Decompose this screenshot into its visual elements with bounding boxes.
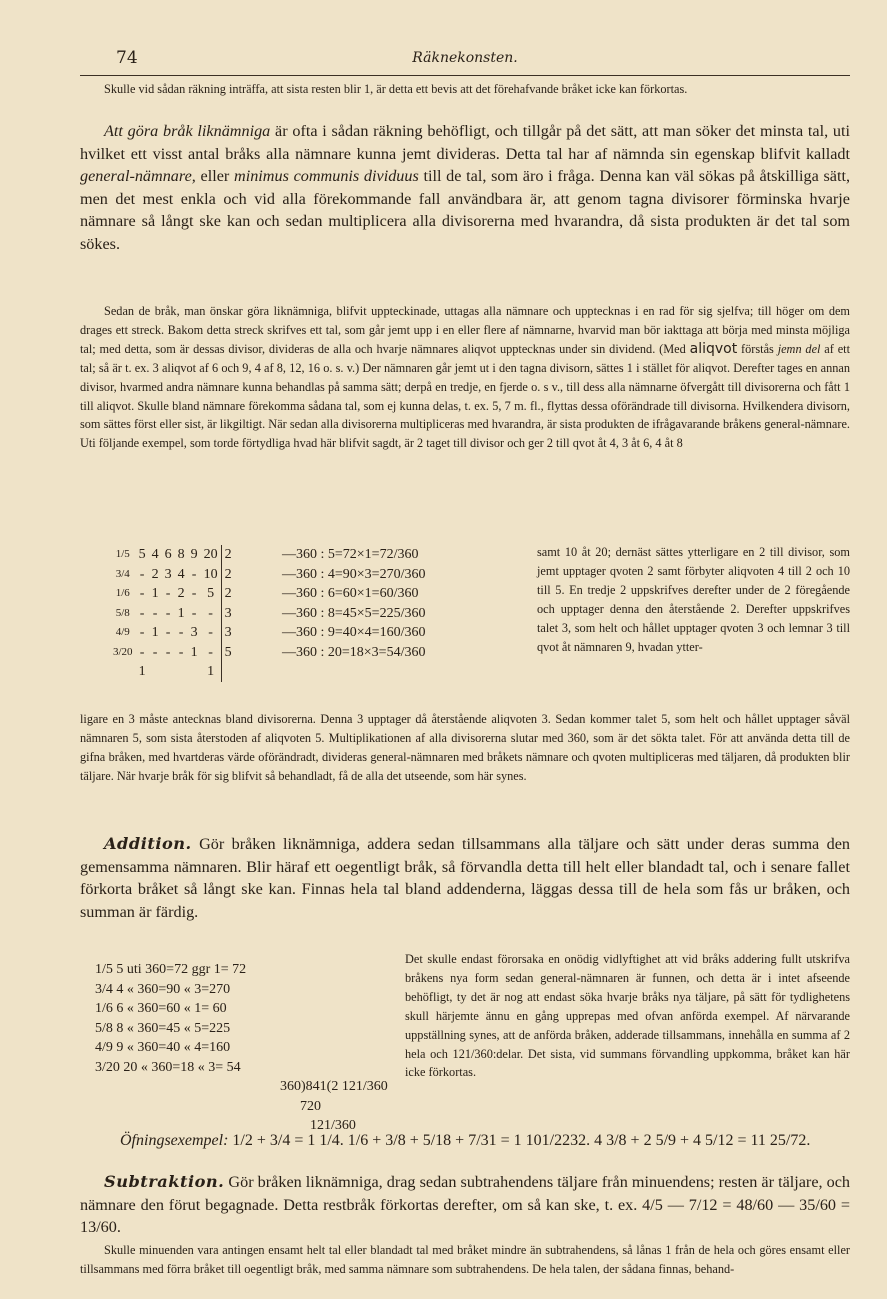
divisor-table-row: [110, 584, 235, 604]
subtraction-small-para: Skulle minuenden vara antingen ensamt helt tal eller blandadt tal med bråket mindre än subtrahendens, så lånas 1 från de hela och göres ensamt eller tillsammans med förra bråket till oegentligt bråk, med samma nämnare som subtrahendens. De hela talen, der sådana finnas, behand-: [80, 1243, 850, 1276]
table-cell: 6: [164, 547, 172, 562]
page-number: 74: [116, 48, 138, 68]
table-cell: -: [178, 625, 184, 640]
table-cell: 1: [151, 586, 159, 601]
aliqvot-term: aliqvot: [689, 340, 738, 357]
divisor-table-row: [110, 545, 235, 565]
lead-para: Att göra bråk liknämniga är ofta i sådan räkning behöfligt, och tillgår på det sätt, att man söker det minsta tal, uti hvilket ett visst antal bråks alla nämnare kunna jemt divideras. Detta tal har af nämnda sin egenskap blifvit kalladt general-nämnare, eller minimus communis dividuus till de tal, som äro i fråga. Denna kan väl sökas på åtskilliga sätt, men det mest enkla och vid alla förekommande fall användbara är, att genom tagna divisorer förminska hvarje nämnare så långt ske kan och sedan multiplicera alla divisorerna med hvarandra, då sista produkten är det tal som sökes.: [80, 122, 851, 253]
subtraction-section: Subtraktion. Gör bråken liknämniga, drag sedan subtrahendens täljare från minuendens; resten är täljare, och nämnare den förut begagnade. Detta restbråk förkortas derefter, om så kan ske, t. ex. 4/5 — 7/12 = 48/60 — 35/60 = 13/60.: [80, 1172, 851, 1237]
divisor-table-row: [110, 662, 235, 682]
lead-heading: Att göra bråk liknämniga: [104, 122, 271, 140]
table-cell: 2: [151, 566, 159, 582]
table-cell: -: [139, 566, 145, 582]
table-cell: 1: [138, 664, 146, 679]
table-cell: 4: [177, 566, 185, 582]
table-cell: 4: [151, 547, 159, 562]
table-cell: 2: [177, 586, 185, 601]
divisor-cell: 2: [224, 586, 232, 601]
header-rule: [80, 75, 850, 76]
table-cell: [188, 662, 201, 682]
table-cell: 8: [177, 547, 185, 562]
table-cell: -: [165, 586, 171, 601]
page-header: [80, 48, 850, 72]
table-cell: -: [165, 605, 171, 621]
table-cell: -: [201, 604, 222, 624]
after-table-para: ligare en 3 måste antecknas bland divisorerna. Denna 3 upptager då återstående aliqvoten 3. Sedan kommer talet 5, som helt och hållet upptager såväl nämnaren 5, som sista återstoden af aliqvoten 5. Multiplikationen af alla divisorerna slutar med 360, som är det sökta talet. För att använda detta till de gifna bråken, med hvartderas värde oförändradt, divideras general-nämnaren med bråkets nämnare och qvoten multipliceras med täljaren, då produkten blir täljare. När hvarje bråk för sig blifvit så behandladt, få de alla det utseende, som här synes.: [80, 712, 850, 783]
fraction-cell: 1/5: [115, 548, 130, 560]
fraction-cell: 1/6: [115, 587, 130, 599]
fraction-cell: 4/9: [115, 626, 130, 638]
divisor-table-row: [110, 565, 235, 585]
table-cell: 5: [201, 584, 222, 604]
table-cell: [149, 662, 162, 682]
exercise-line: Öfningsexempel: 1/2 + 3/4 = 1 1/4. 1/6 + 3/8 + 5/18 + 7/31 = 1 101/2232. 4 3/8 + 2 5/9 + 4 5/12 = 11 25/72.: [120, 1132, 811, 1149]
table-cell: [162, 662, 175, 682]
table-cell: -: [165, 644, 171, 660]
term-general-namnare: general-nämnare,: [80, 167, 196, 186]
table-explanation: samt 10 åt 20; dernäst sättes ytterligare en 2 till divisor, som jemt upptager qvoten 2 samt förbyter aliqvoten 4 till 2 och 10 till 5. En tredje 2 uppskrifves derefter under de 2 föregående och upptager denna den återstående 2. Derefter uppskrifves talet 3, som helt och hållet upptager qvoten 3 och lemnar 3 till qvot åt nämnaren 9, hvadan ytter-: [537, 545, 850, 654]
divisor-table-row: [110, 643, 235, 663]
divisor-cell: 3: [224, 625, 232, 640]
divisor-table: [110, 545, 280, 682]
addition-table: 1/5 5 uti 360=72 ggr 1= 72 3/4 4 « 360=90 « 3=270 1/6 6 « 360=60 « 1= 60 5/8 8 « 360=45 « 5=225 4/9 9 « 360=40 « 4=160 3/20 20 « 360=18 « 3= 54 360)841(2 121/360 720 121/360: [95, 962, 388, 1133]
divisor-cell: 3: [224, 605, 232, 621]
table-cell: [175, 662, 188, 682]
divisor-cell: 2: [224, 547, 232, 562]
small-para-1: Skulle vid sådan räkning inträffa, att sista resten blir 1, är detta ett bevis att det förehafvande bråket icke kan förkortas.: [104, 82, 688, 96]
table-cell: 3: [190, 625, 198, 640]
addition-note: Det skulle endast förorsaka en onödig vidlyftighet att vid bråks addering fullt utskrifva bråkens nya form sedan general-nämnaren är funnen, och detta är i intet afseende behöfligt, ty det är nog att endast söka hvarje bråks nya täljare, på sätt för tydlighetens skull härjemte ännu en gång upprepas med ofvan anförda exempel. Af närvarande uppställning synes, att de anförda bråken, adderade tillsammans, innehålla en summa af 2 hela och 121/360:delar. Det sista, vid summans förvandling uppkomma, bråket kan här icke förkortas.: [405, 952, 850, 1080]
table-cell: -: [152, 605, 158, 621]
table-cell: -: [139, 586, 145, 601]
table-cell: -: [139, 625, 145, 640]
table-cell: -: [191, 566, 197, 582]
table-cell: 20: [201, 545, 222, 565]
divisor-cell: 2: [224, 566, 232, 582]
conversion-lines: —360 : 5=72×1=72/360 —360 : 4=90×3=270/360 —360 : 6=60×1=60/360 —360 : 8=45×5=225/360 —360 : 9=40×4=160/360 —360 : 20=18×3=54/360: [282, 547, 426, 660]
fraction-cell: 3/4: [115, 567, 130, 580]
table-cell: 9: [190, 547, 198, 562]
table-cell: -: [191, 586, 197, 601]
table-cell: 3: [164, 566, 172, 582]
table-cell: -: [139, 644, 145, 660]
divisor-cell: [221, 662, 235, 682]
addition-heading: Addition.: [104, 834, 192, 853]
running-title: Räknekonsten.: [412, 50, 518, 66]
table-cell: 5: [138, 547, 146, 562]
divisor-cell: 5: [224, 644, 232, 660]
divisor-table-row: [110, 623, 235, 643]
fraction-cell: 5/8: [115, 606, 130, 619]
table-cell: -: [165, 625, 171, 640]
table-cell: -: [201, 643, 222, 663]
table-cell: -: [139, 605, 145, 621]
table-cell: -: [178, 644, 184, 660]
table-cell: -: [191, 605, 197, 621]
table-cell: 1: [201, 662, 222, 682]
addition-section: Addition. Gör bråken liknämniga, addera sedan tillsammans alla täljare och sätt under deras summa den gemensamma nämnaren. Blir häraf ett oegentligt bråk, så förvandla detta till helt eller blandadt tal, och i senare fallet förkorta bråket så långt ske kan. Finnas hela tal bland addenderna, läggas dessa till de hela som fås ur bråken, och summan är färdig.: [80, 834, 850, 921]
fraction-cell: 3/20: [113, 645, 133, 658]
term-latin: minimus communis dividuus: [234, 167, 419, 186]
table-cell: -: [152, 644, 158, 660]
table-cell: 1: [190, 644, 198, 660]
table-cell: 1: [177, 605, 185, 621]
small-para-2: Sedan de bråk, man önskar göra liknämniga, blifvit uppteckinade, uttagas alla nämnare och upptecknas i en rad för sig sjelfva; till höger om dem drages ett streck. Bakom detta streck skrifves ett tal, som går jemt upp i en eller flere af nämnarne, hvarvid man bör iakttaga att börja med minsta möjliga tal; med detta, som är dessas divisor, divideras de alla och hvarje nämnares aliqvot upptecknas under sin dividend. (Med aliqvot förstås jemn del af ett tal; så är t. ex. 3 aliqvot af 6 och 9, 4 af 8, 12, 16 o. s. v.) Der nämnaren går jemt ut i den tagna divisorn, sättes 1 i stället för aliqvot. Derefter tages en annan divisor, hvarmed andra nämnare kunna behandlas på samma sätt; derpå en tredje, en fjerde o. s v., till dess alla nämnarne öfvergått till divisorerna och fått 1 till aliqvot. Skulle bland nämnare förekomma sådana tal, som ej kunna delas, t. ex. 5, 7 m. fl., flyttas dessa oförändrade till divisorna. Hvilkendera divisorn, som sättes först eller sist, är likgiltigt. När sedan alla divisorerna multipliceras med hvarandra, är sista produkten de ifrågavarande bråkens general-nämnare. Uti följande exempel, som torde förtydliga hvad här blifvit sagdt, är 2 taget till divisor och ger 2 till qvot åt 4, 3 åt 6, 4 åt 8: [80, 304, 850, 451]
subtraction-heading: Subtraktion.: [104, 1172, 225, 1191]
table-cell: 1: [151, 625, 159, 640]
divisor-table-row: [110, 604, 235, 624]
table-cell: -: [201, 623, 222, 643]
table-cell: 10: [201, 565, 222, 585]
fraction-cell: [110, 662, 136, 682]
